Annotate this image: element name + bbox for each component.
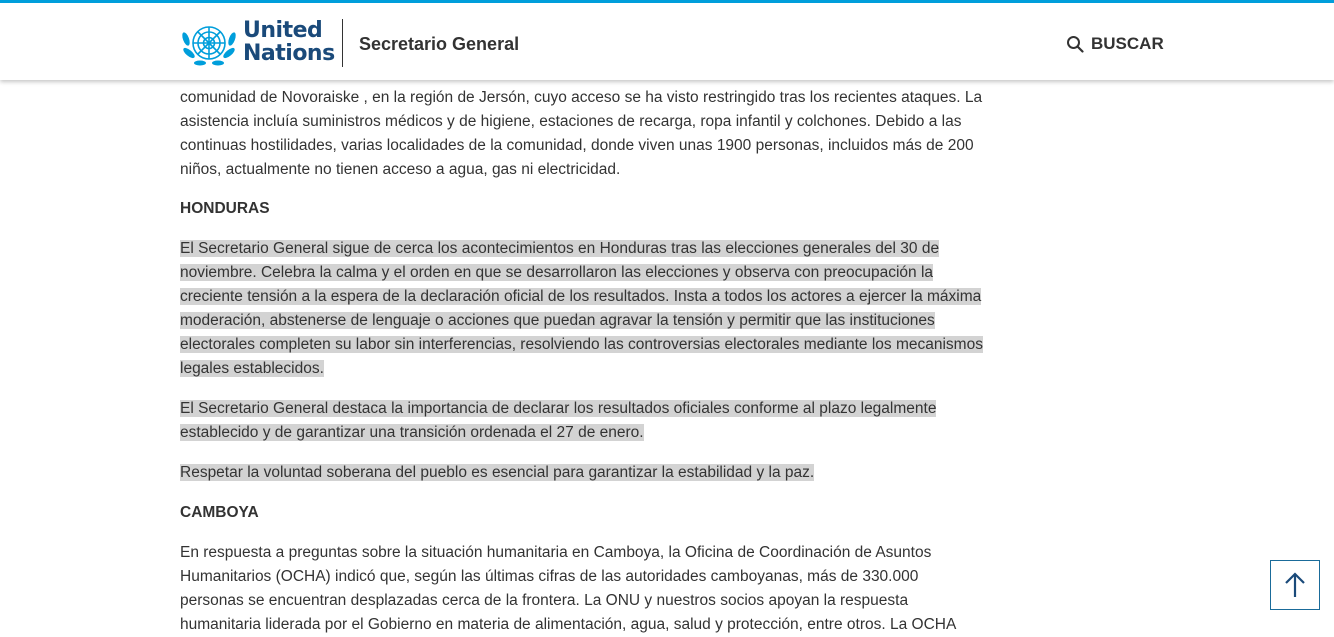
search-label: BUSCAR	[1091, 34, 1164, 53]
section-title-link[interactable]: Secretario General	[359, 34, 520, 54]
logo-line-1: United	[243, 18, 323, 43]
search-button[interactable]	[1066, 33, 1164, 55]
arrow-up-icon	[1284, 571, 1306, 599]
un-logo-text[interactable]	[243, 19, 335, 65]
back-to-top-button[interactable]	[1270, 560, 1320, 610]
highlighted-text: Respetar la voluntad soberana del pueblo es esencial para garantizar la estabilidad y la paz.	[180, 464, 815, 481]
paragraph-camboya: En respuesta a preguntas sobre la situación humanitaria en Camboya, la Oficina de Coordinación de Asuntos Humanitarios (OCHA) indicó que, según las últimas cifras de las autoridades camboyanas, más de 330.000 personas se encuentran desplazadas cerca de la frontera. La ONU y nuestros socios apoyan la respuesta humanitaria liderada por el Gobierno en materia de alimentación, agua, salud y protección, entre otros. La OCHA	[180, 544, 957, 633]
logo-line-2: Nations	[243, 41, 335, 66]
header-divider	[342, 19, 343, 67]
paragraph-honduras-2	[180, 397, 985, 445]
paragraph-novoraiske: comunidad de Novoraiske , en la región de Jersón, cuyo acceso se ha visto restringido tras los recientes ataques. La asistencia incluía suministros médicos y de higiene, estaciones de recarga, ropa infantil y colchones. Debido a las continuas hostilidades, varias localidades de la comunidad, donde viven unas 1900 personas, incluidos más de 200 niños, actualmente no tienen acceso a agua, gas ni electricidad.	[180, 89, 983, 178]
paragraph-honduras-1	[180, 237, 985, 381]
un-emblem-icon[interactable]	[180, 19, 238, 69]
highlighted-text: El Secretario General destaca la importancia de declarar los resultados oficiales conforme al plazo legalmente establecido y de garantizar una transición ordenada el 27 de enero.	[180, 400, 937, 441]
site-header	[0, 0, 1334, 80]
search-icon	[1066, 35, 1084, 53]
heading-camboya: CAMBOYA	[180, 504, 259, 521]
highlighted-text: El Secretario General sigue de cerca los acontecimientos en Honduras tras las elecciones generales del 30 de noviembre. Celebra la calma y el orden en que se desarrollaron las elecciones y observa con preocupación la creciente tensión a la espera de la declaración oficial de los resultados. Insta a todos los actores a ejercer la máxima moderación, abstenerse de lenguaje o acciones que puedan agravar la tensión y permitir que las instituciones electorales completen su labor sin interferencias, resolviendo las controversias electorales mediante los mecanismos legales establecidos.	[180, 240, 983, 377]
paragraph-honduras-3	[180, 461, 985, 485]
heading-honduras: HONDURAS	[180, 200, 270, 217]
